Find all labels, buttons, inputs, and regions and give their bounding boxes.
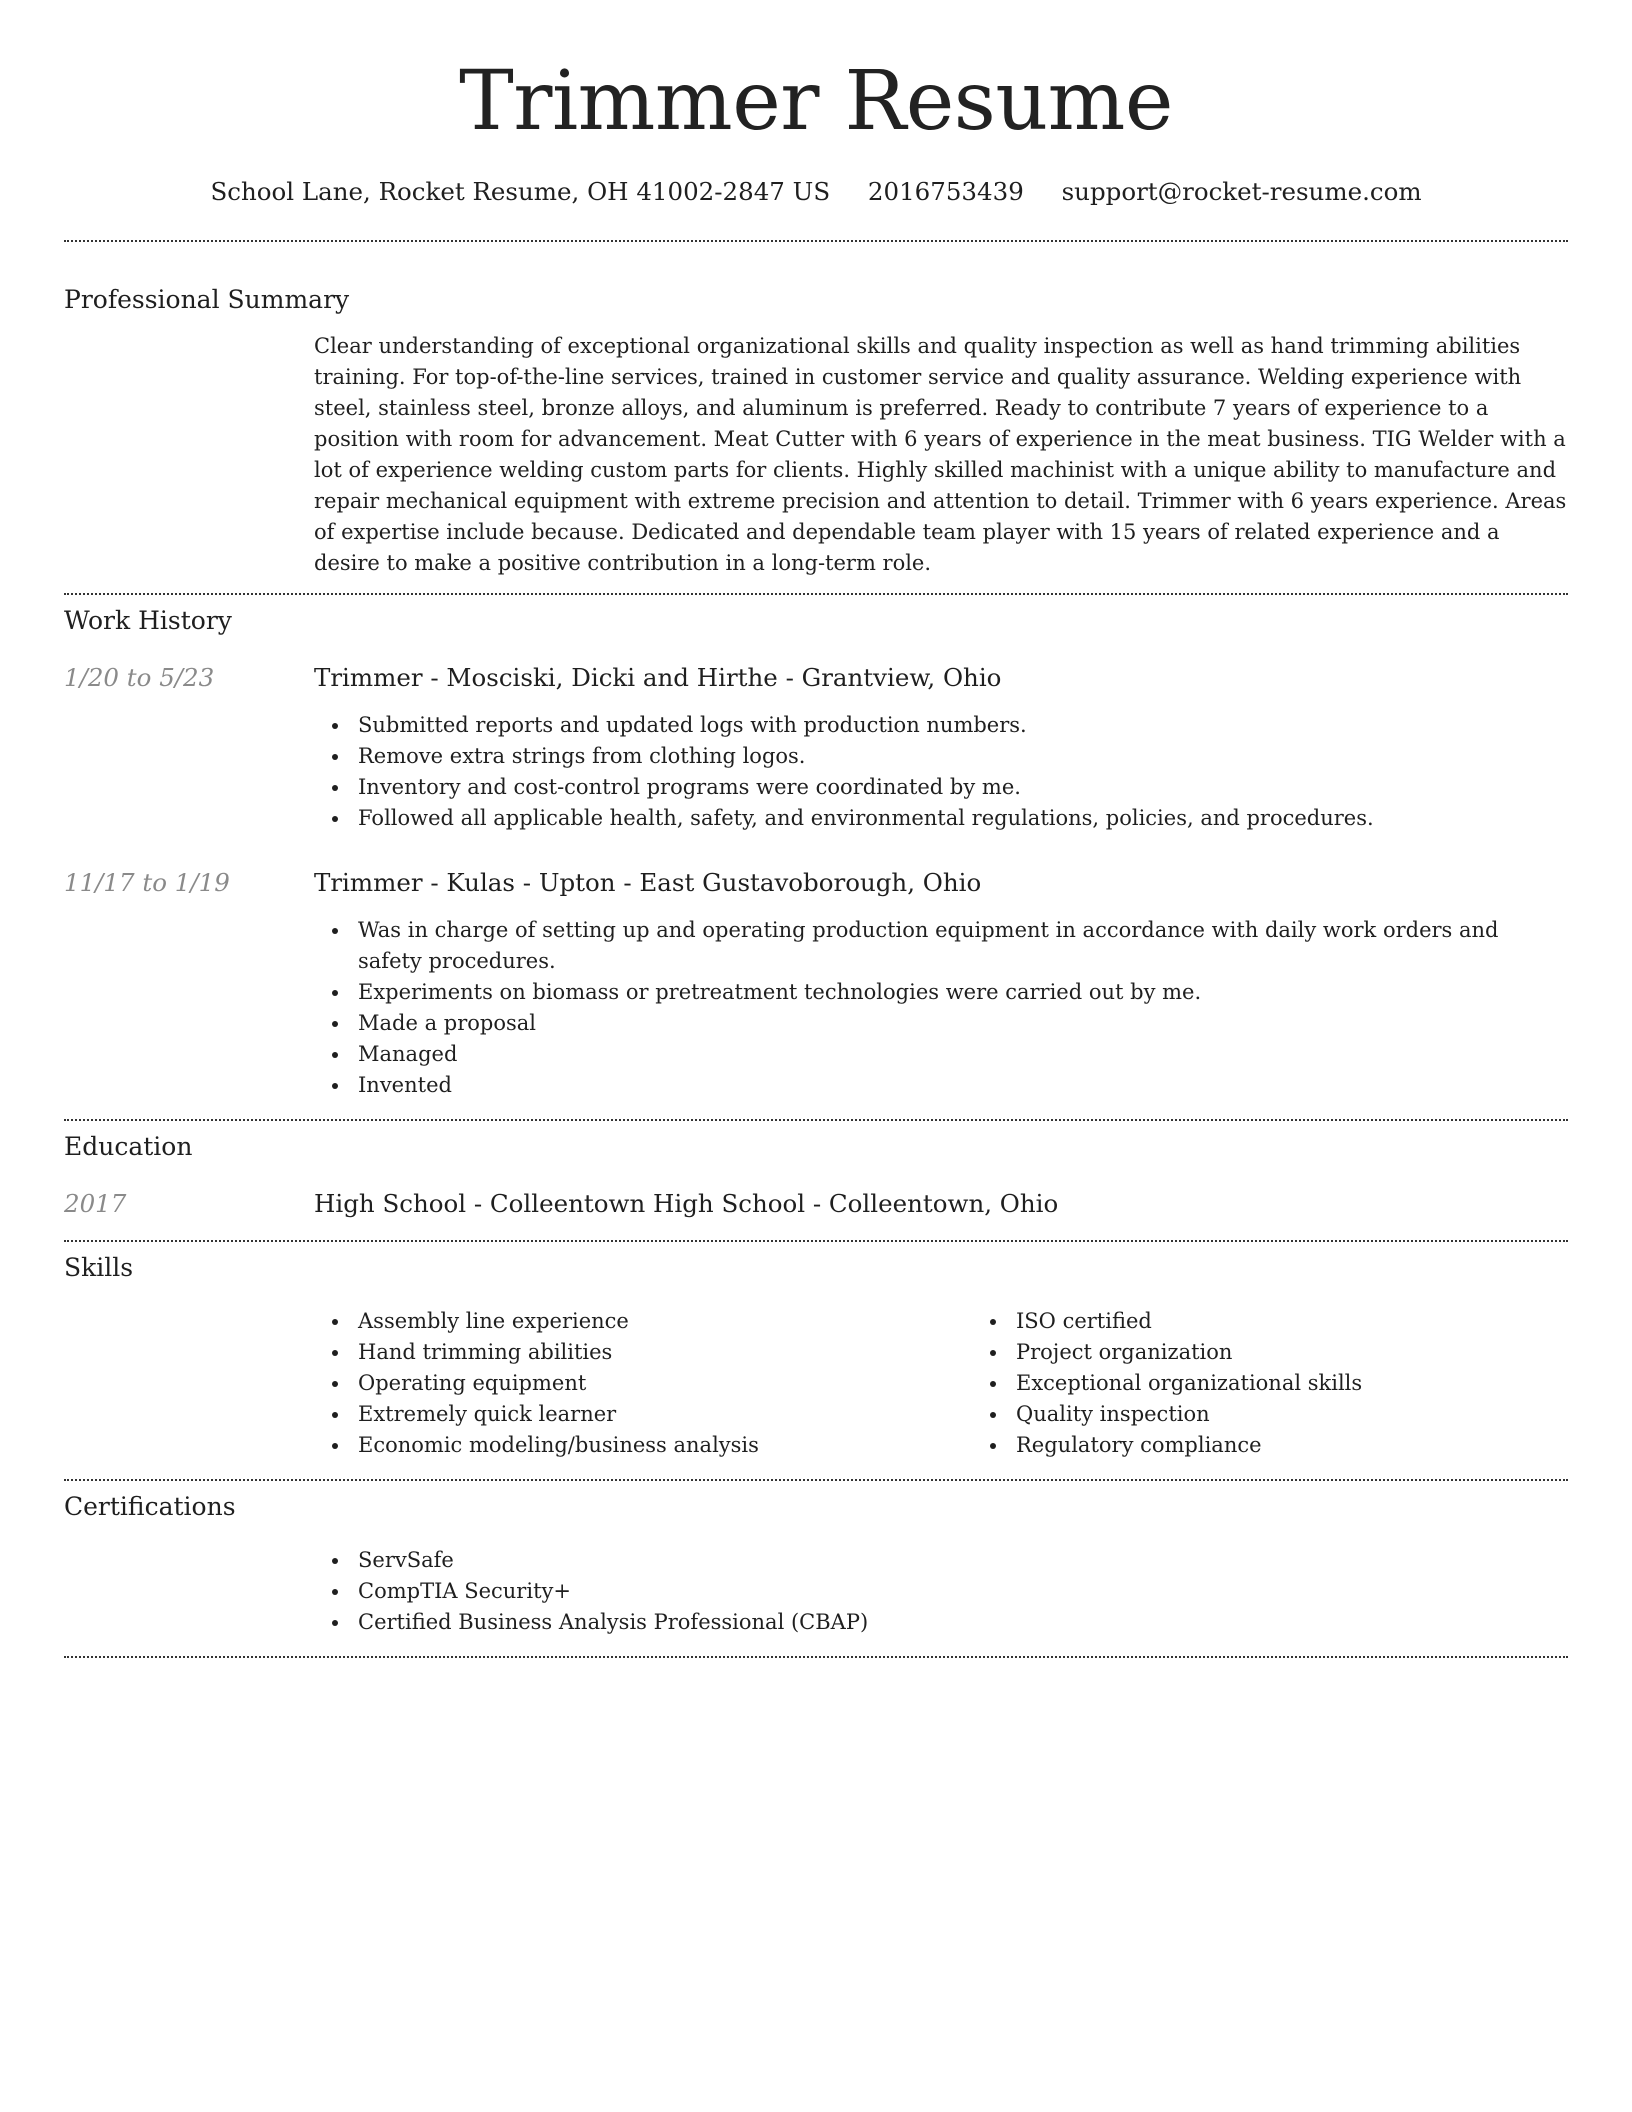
list-item: Made a proposal (358, 1008, 1568, 1039)
education-year: 2017 (64, 1189, 127, 1218)
list-item: Followed all applicable health, safety, and environmental regulations, policies, and procedures. (358, 803, 1568, 834)
job-dates: 1/20 to 5/23 (64, 663, 215, 692)
summary-heading: Professional Summary (64, 285, 350, 314)
divider (64, 1656, 1568, 1658)
certifications-heading: Certifications (64, 1492, 236, 1521)
education-section (64, 1121, 1568, 1220)
list-item: Hand trimming abilities (358, 1337, 972, 1368)
list-item: Submitted reports and updated logs with production numbers. (358, 710, 1568, 741)
list-item: ISO certified (1016, 1306, 1630, 1337)
skills-heading: Skills (64, 1253, 134, 1282)
list-item: Assembly line experience (358, 1306, 972, 1337)
skills-list-right (972, 1306, 1630, 1461)
certifications-section (64, 1481, 1568, 1638)
job-entry (64, 662, 1568, 834)
summary-section (64, 242, 1568, 579)
list-item: Regulatory compliance (1016, 1430, 1630, 1461)
work-history-heading: Work History (64, 606, 232, 635)
job-entry (64, 867, 1568, 1101)
list-item: Experiments on biomass or pretreatment technologies were carried out by me. (358, 977, 1568, 1008)
job-bullets (314, 915, 1568, 1101)
list-item: Project organization (1016, 1337, 1630, 1368)
list-item: Invented (358, 1070, 1568, 1101)
page-title: Trimmer Resume (459, 54, 1173, 149)
contact-line (64, 176, 1568, 208)
list-item: Economic modeling/business analysis (358, 1430, 972, 1461)
list-item: Quality inspection (1016, 1399, 1630, 1430)
contact-address: School Lane, Rocket Resume, OH 41002-2847 US (210, 177, 831, 206)
list-item: Inventory and cost-control programs were coordinated by me. (358, 772, 1568, 803)
list-item: Managed (358, 1039, 1568, 1070)
list-item: Exceptional organizational skills (1016, 1368, 1630, 1399)
list-item: ServSafe (358, 1545, 1568, 1576)
list-item: Remove extra strings from clothing logos. (358, 741, 1568, 772)
certifications-list (314, 1545, 1568, 1638)
list-item: Extremely quick learner (358, 1399, 972, 1430)
list-item: Was in charge of setting up and operating production equipment in accordance with daily work orders and safety procedures. (358, 915, 1568, 977)
contact-phone: 2016753439 (867, 177, 1024, 206)
education-entry (64, 1188, 1568, 1220)
contact-email: support@rocket-resume.com (1061, 177, 1422, 206)
list-item: Operating equipment (358, 1368, 972, 1399)
job-title: Trimmer - Kulas - Upton - East Gustavoborough, Ohio (314, 868, 982, 897)
list-item: Certified Business Analysis Professional (CBAP) (358, 1607, 1568, 1638)
job-dates: 11/17 to 1/19 (64, 868, 230, 897)
skills-section (64, 1242, 1568, 1461)
skills-list-left (314, 1306, 972, 1461)
work-history-section (64, 595, 1568, 1101)
job-title: Trimmer - Mosciski, Dicki and Hirthe - Grantview, Ohio (314, 663, 1002, 692)
list-item: CompTIA Security+ (358, 1576, 1568, 1607)
resume-header (64, 0, 1568, 208)
job-bullets (314, 710, 1568, 834)
education-entry-title: High School - Colleentown High School - Colleentown, Ohio (314, 1189, 1059, 1218)
summary-text: Clear understanding of exceptional organizational skills and quality inspection as well as hand trimming abilities training. For top-of-the-line services, trained in customer service and quality assurance. Welding experience with steel, stainless steel, bronze alloys, and aluminum is preferred. Ready to contribute 7 years of experience to a position with room for advancement. Meat Cutter with 6 years of experience in the meat business. TIG Welder with a lot of experience welding custom parts for clients. Highly skilled machinist with a unique ability to manufacture and repair mechanical equipment with extreme precision and attention to detail. Trimmer with 6 years experience. Areas of expertise include because. Dedicated and dependable team player with 15 years of related experience and a desire to make a positive contribution in a long-term role. (314, 334, 1567, 575)
education-heading: Education (64, 1132, 193, 1161)
